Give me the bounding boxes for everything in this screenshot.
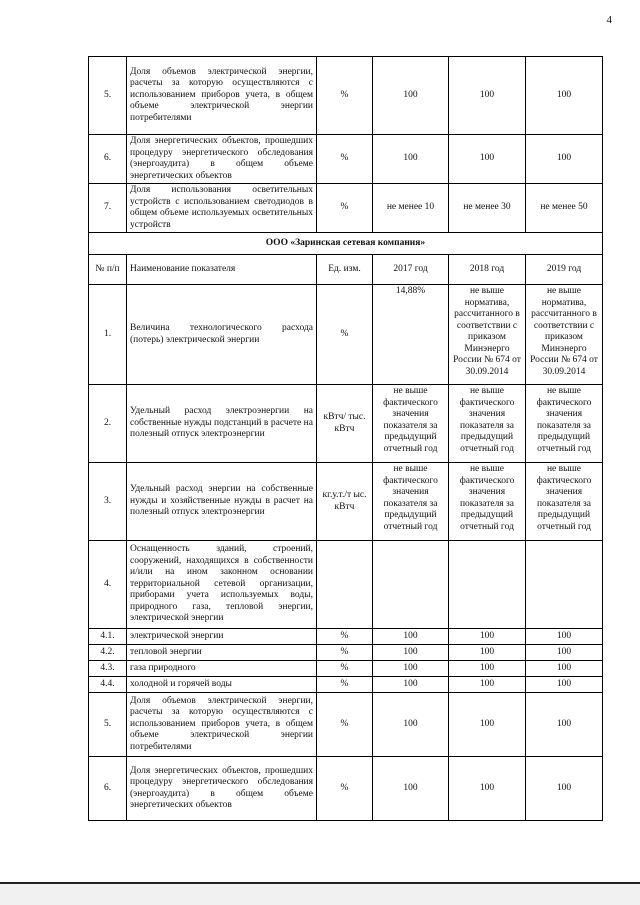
unit-cell: % — [317, 184, 373, 233]
value-2017: не выше фактического значения показателя за предыдущий отчетный год — [373, 463, 449, 541]
indicator-name: Оснащенность зданий, строений, сооружений, находящихся в собственности и/или на ином законном основании территориальной сетевой организации, приборами учета используемых воды, природного газа, тепловой энергии, электрической энергии — [127, 541, 317, 629]
table-row — [89, 463, 603, 541]
value-2018 — [449, 541, 526, 629]
value-2019: 100 — [526, 57, 603, 135]
value-2018: 100 — [449, 661, 526, 677]
value-2017: 100 — [373, 661, 449, 677]
value-2017: 100 — [373, 677, 449, 693]
table-row — [89, 285, 603, 385]
page-number: 4 — [606, 14, 612, 26]
value-2017: не менее 10 — [373, 184, 449, 233]
value-2017: 100 — [373, 135, 449, 184]
table-row — [89, 184, 603, 233]
row-number: 6. — [89, 135, 127, 184]
row-number: 7. — [89, 184, 127, 233]
value-2019: 100 — [526, 677, 603, 693]
table-row — [89, 541, 603, 629]
table-row — [89, 693, 603, 757]
value-2018: 100 — [449, 677, 526, 693]
row-number: 4.4. — [89, 677, 127, 693]
header-name: Наименование показателя — [127, 255, 317, 285]
header-unit: Ед. изм. — [317, 255, 373, 285]
row-number: 4.3. — [89, 661, 127, 677]
value-2018: 100 — [449, 757, 526, 821]
indicator-name: Удельный расход электроэнергии на собственные нужды подстанций в расчете на полезный отпуск электроэнергии — [127, 385, 317, 463]
table-row — [89, 629, 603, 645]
value-2019: 100 — [526, 693, 603, 757]
table-row — [89, 57, 603, 135]
table-row — [89, 645, 603, 661]
table-row — [89, 677, 603, 693]
indicator-name: Доля энергетических объектов, прошедших процедуру энергетического обследования (энергоаудита) в общем объеме энергетических объектов — [127, 135, 317, 184]
value-2018: 100 — [449, 629, 526, 645]
unit-cell: кг.у.т./т ыс. кВтч — [317, 463, 373, 541]
row-number: 1. — [89, 285, 127, 385]
footer-scan-edge — [0, 884, 640, 905]
value-2019: 100 — [526, 645, 603, 661]
header-num: № п/п — [89, 255, 127, 285]
value-2018: 100 — [449, 645, 526, 661]
row-number: 5. — [89, 693, 127, 757]
unit-cell: % — [317, 135, 373, 184]
value-2018: 100 — [449, 135, 526, 184]
value-2019: 100 — [526, 757, 603, 821]
value-2018: не менее 30 — [449, 184, 526, 233]
indicator-name: тепловой энергии — [127, 645, 317, 661]
row-number: 4. — [89, 541, 127, 629]
indicator-name: Доля объемов электрической энергии, расчеты за которую осуществляются с использованием приборов учета, в общем объеме электрической энергии потребителями — [127, 57, 317, 135]
row-number: 4.1. — [89, 629, 127, 645]
indicator-name: Доля объемов электрической энергии, расчеты за которую осуществляются с использованием приборов учета, в общем объеме электрической энергии потребителями — [127, 693, 317, 757]
value-2017: 100 — [373, 629, 449, 645]
header-2017: 2017 год — [373, 255, 449, 285]
unit-cell: % — [317, 757, 373, 821]
unit-cell: кВтч/ тыс. кВтч — [317, 385, 373, 463]
value-2018: 100 — [449, 57, 526, 135]
value-2019: не менее 50 — [526, 184, 603, 233]
indicators-table — [88, 56, 603, 821]
row-number: 4.2. — [89, 645, 127, 661]
table-row — [89, 757, 603, 821]
value-2019: 100 — [526, 135, 603, 184]
unit-cell: % — [317, 285, 373, 385]
section-row — [89, 233, 603, 255]
indicator-name: Удельный расход энергии на собственные нужды и хозяйственные нужды в расчет на полезный отпуск электроэнергии — [127, 463, 317, 541]
indicator-name: Доля использования осветительных устройств с использованием светодиодов в общем объеме используемых осветительных устройств — [127, 184, 317, 233]
row-number: 6. — [89, 757, 127, 821]
value-2017: 14,88% — [373, 285, 449, 385]
unit-cell: % — [317, 629, 373, 645]
value-2017: 100 — [373, 757, 449, 821]
indicator-name: холодной и горячей воды — [127, 677, 317, 693]
section-title: ООО «Заринская сетевая компания» — [89, 233, 603, 255]
value-2018: не выше фактического значения показателя за предыдущий отчетный год — [449, 385, 526, 463]
unit-cell: % — [317, 57, 373, 135]
value-2017: 100 — [373, 645, 449, 661]
row-number: 2. — [89, 385, 127, 463]
unit-cell — [317, 541, 373, 629]
value-2019 — [526, 541, 603, 629]
value-2019: не выше норматива, рассчитанного в соответствии с приказом Минэнерго России № 674 от 30.09.2014 — [526, 285, 603, 385]
row-number: 5. — [89, 57, 127, 135]
unit-cell: % — [317, 645, 373, 661]
header-2019: 2019 год — [526, 255, 603, 285]
table-row — [89, 135, 603, 184]
value-2018: не выше фактического значения показателя за предыдущий отчетный год — [449, 463, 526, 541]
value-2019: 100 — [526, 661, 603, 677]
unit-cell: % — [317, 693, 373, 757]
value-2018: не выше норматива, рассчитанного в соответствии с приказом Минэнерго России № 674 от 30.09.2014 — [449, 285, 526, 385]
indicator-name: Доля энергетических объектов, прошедших процедуру энергетического обследования (энергоаудита) в общем объеме энергетических объектов — [127, 757, 317, 821]
table-header-row — [89, 255, 603, 285]
indicator-name: электрической энергии — [127, 629, 317, 645]
value-2019: 100 — [526, 629, 603, 645]
unit-cell: % — [317, 661, 373, 677]
header-2018: 2018 год — [449, 255, 526, 285]
value-2019: не выше фактического значения показателя за предыдущий отчетный год — [526, 463, 603, 541]
indicator-name: газа природного — [127, 661, 317, 677]
value-2017: 100 — [373, 693, 449, 757]
value-2019: не выше фактического значения показателя за предыдущий отчетный год — [526, 385, 603, 463]
unit-cell: % — [317, 677, 373, 693]
value-2017: 100 — [373, 57, 449, 135]
table-row — [89, 385, 603, 463]
value-2017: не выше фактического значения показателя за предыдущий отчетный год — [373, 385, 449, 463]
value-2017 — [373, 541, 449, 629]
table-row — [89, 661, 603, 677]
row-number: 3. — [89, 463, 127, 541]
indicator-name: Величина технологического расхода (потерь) электрической энергии — [127, 285, 317, 385]
value-2018: 100 — [449, 693, 526, 757]
